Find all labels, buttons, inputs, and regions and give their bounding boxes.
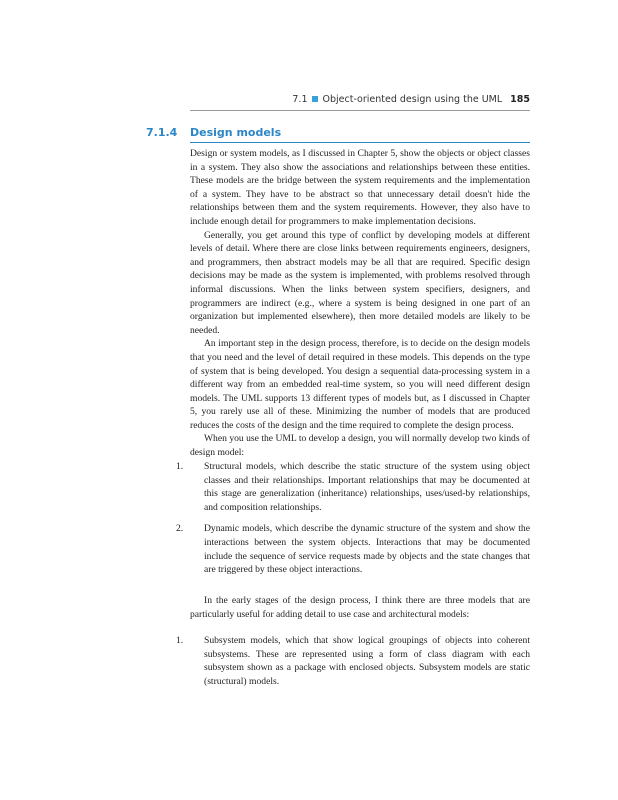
square-bullet-icon [312,96,318,102]
running-header [292,94,530,105]
list-item [176,460,530,514]
list-item-number: 2. [176,523,184,535]
section-number: 7.1.4 [146,126,178,139]
paragraph: When you use the UML to develop a design, you will normally develop two kinds of design model: [190,433,530,459]
header-title: Object-oriented design using the UML [322,94,503,105]
paragraph: Generally, you get around this type of conflict by developing models at different levels of detail. Where there are close links between requirements engineers, designers, and programmers, then abstract models may be all that are required. Specific design decisions may be made as the system is implemented, with problems resolved through informal discussions. When the links between system specifiers, designers, and programmers are indirect (e.g., where a system is being designed in one part of an organization but implemented elsewhere), then more detailed models are likely to be needed. [190,229,530,336]
header-section-ref: 7.1 [292,94,308,105]
list-item-text: Dynamic models, which describe the dynamic structure of the system and show the interactions between the system objects. Interactions that may be documented include the sequence of service requests made by objects and the state changes that are triggered by these object interactions. [204,523,530,576]
section-title: Design models [190,126,282,139]
section-title-divider [190,142,530,143]
paragraph: Design or system models, as I discussed in Chapter 5, show the objects or object classes in a system. They also show the associations and relationships between these entities. These models are the bridge between the system requirements and the implementation of a system. They have to be abstract so that unnecessary detail doesn't hide the relationships between them and the system requirements. However, they also have to include enough detail for programmers to make implementation decisions. [190,148,530,227]
list-item [176,522,530,576]
list-item-text: Subsystem models, which that show logical groupings of objects into coherent subsystems. These are represented using a form of class diagram with each subsystem shown as a package with enclosed objects. Subsystem models are static (structural) models. [204,635,530,687]
list-item-number: 1. [176,635,184,646]
useful-models-list [176,634,530,688]
paragraph: In the early stages of the design process, I think there are three models that are particularly useful for adding detail to use case and architectural models: [190,595,530,620]
body-text [190,147,530,460]
page-number: 185 [510,94,530,105]
design-model-kinds-list [176,460,530,577]
body-text-continued [190,594,530,621]
list-item [176,634,530,688]
header-divider [190,110,530,111]
list-item-number: 1. [176,461,184,472]
paragraph: An important step in the design process, therefore, is to decide on the design models that you need and the level of detail required in these models. This depends on the type of system that is being developed. You design a sequential data-processing system in a different way from an embedded real-time system, so you will need different design models. The UML supports 13 different types of models but, as I discussed in Chapter 5, you rarely use all of these. Minimizing the number of models that are produced reduces the costs of the design and the time required to complete the design process. [190,338,530,431]
list-item-text: Structural models, which describe the static structure of the system using object classes and their relationships. Important relationships that may be documented at this stage are generalization (inheritance) relationships, uses/used-by relationships, and composition relationships. [204,461,530,513]
